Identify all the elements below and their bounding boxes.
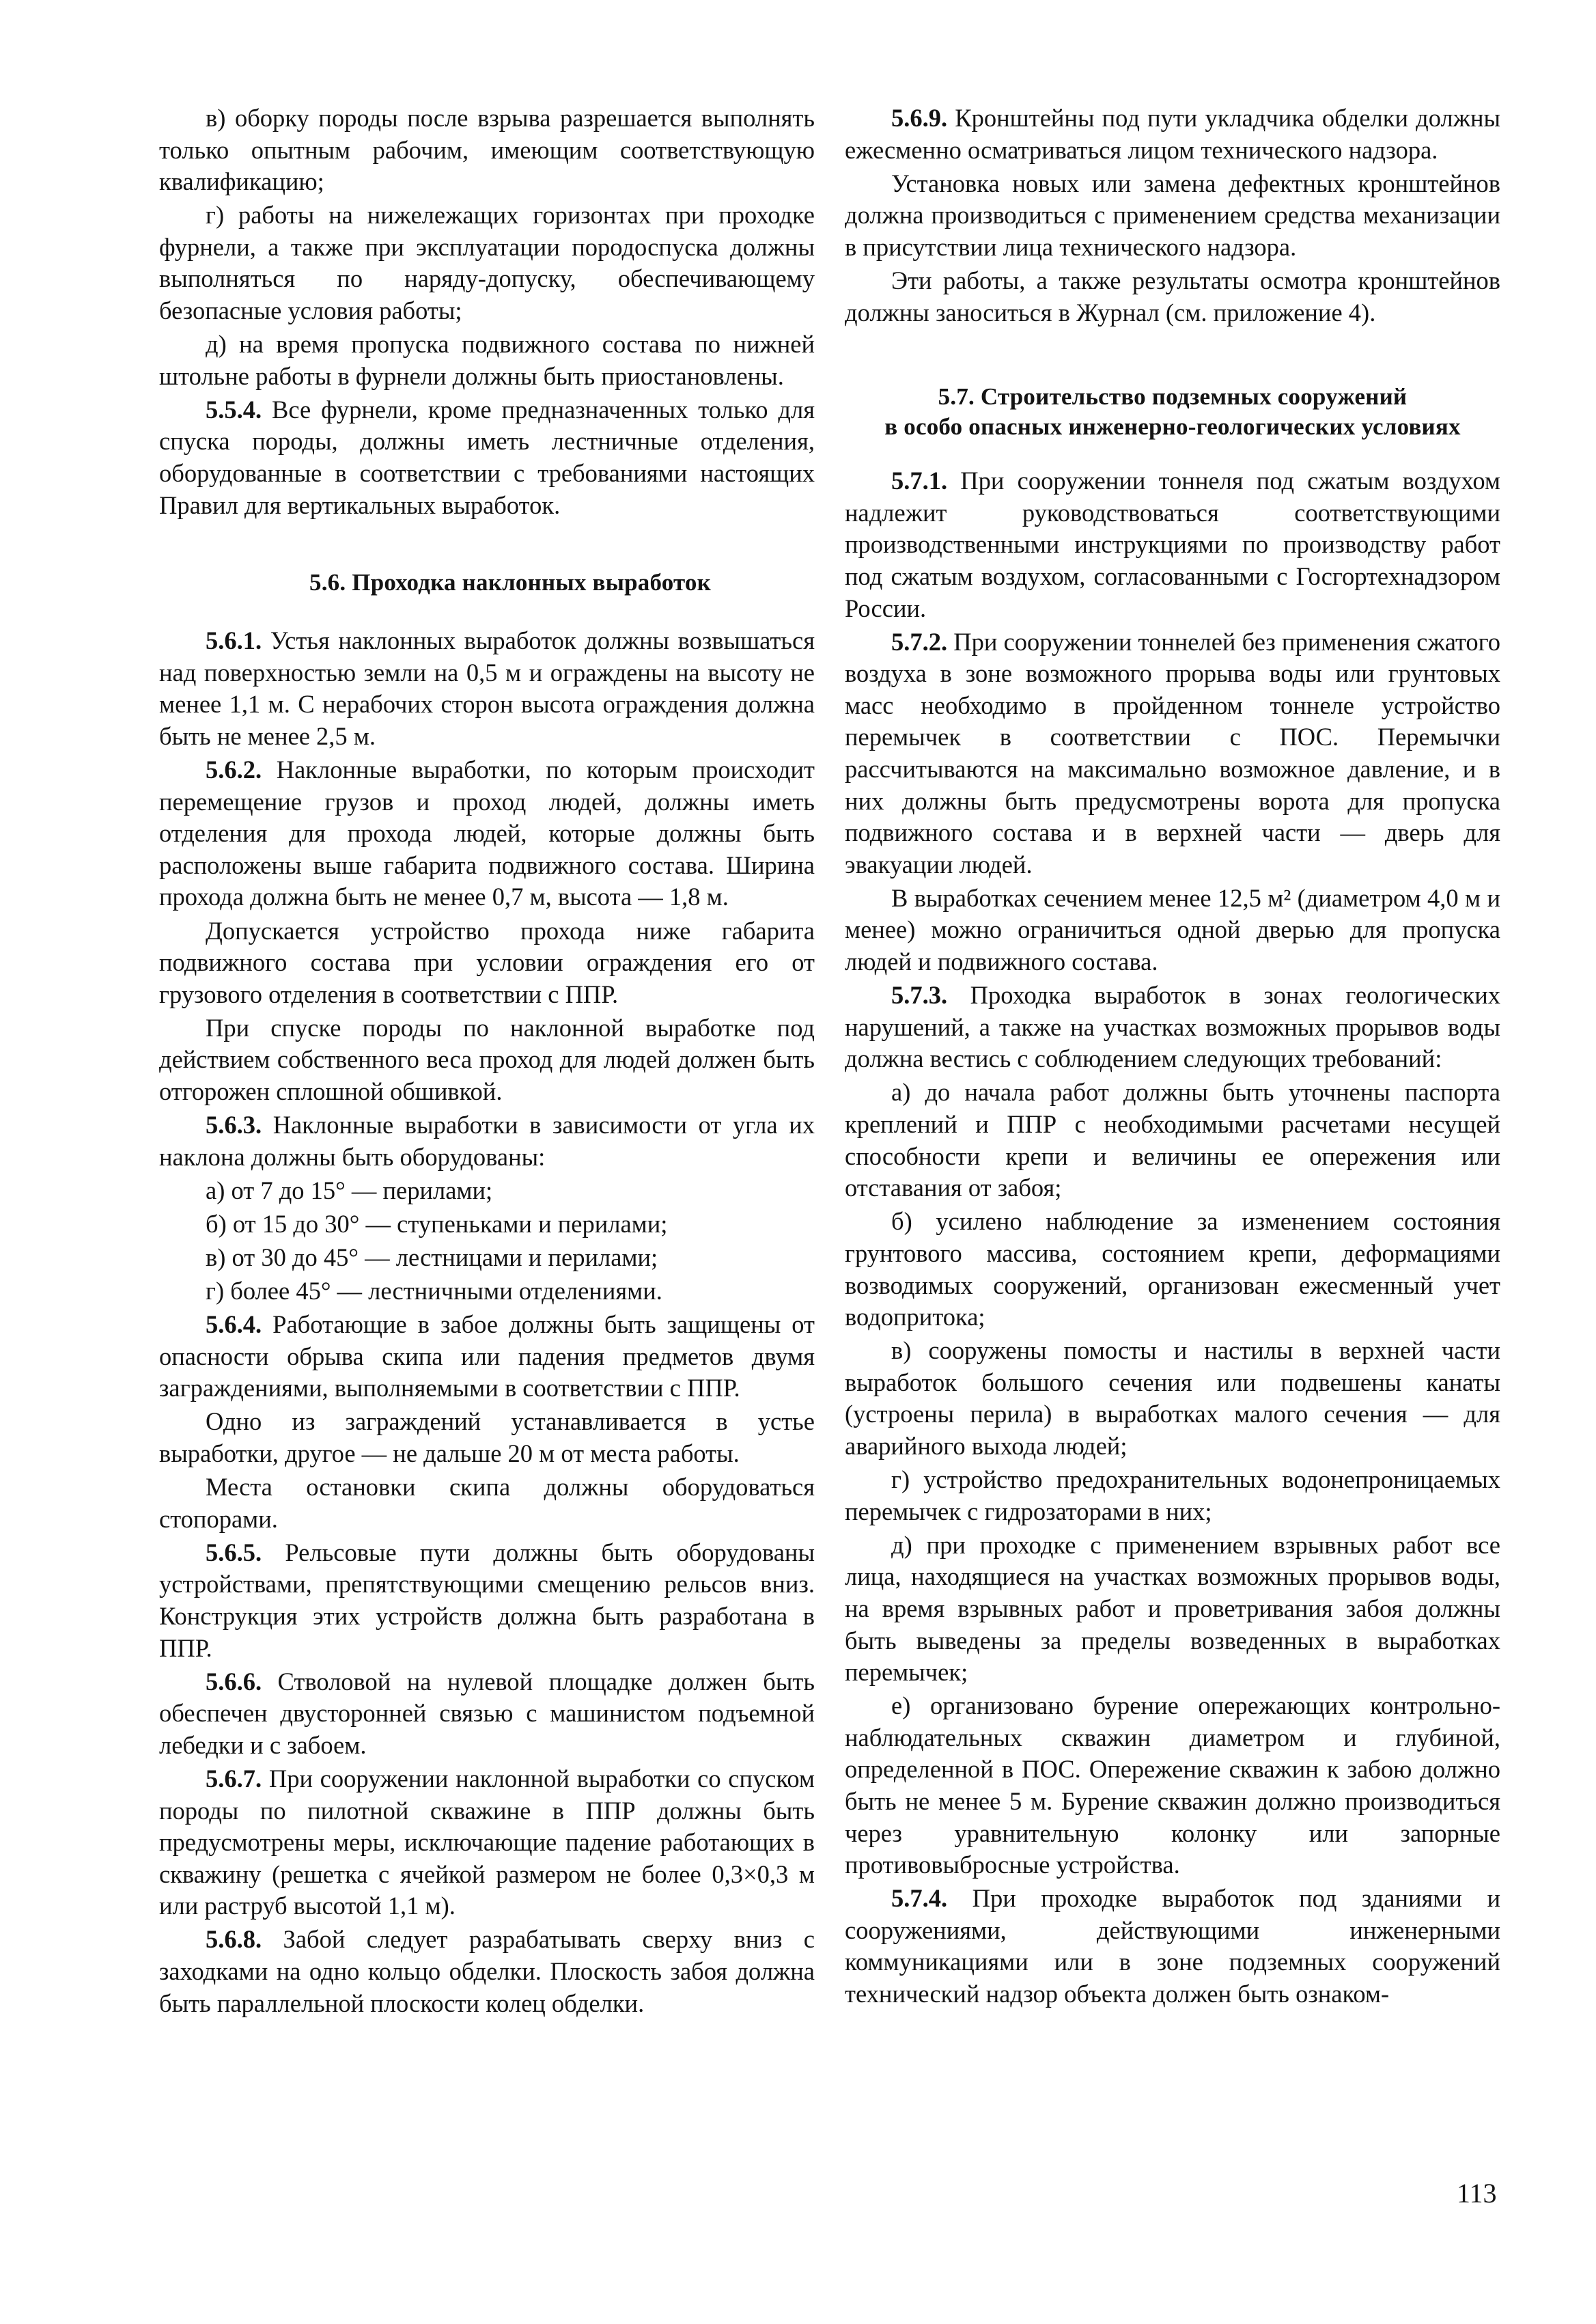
paragraph <box>159 1537 815 1664</box>
paragraph <box>159 1242 815 1274</box>
paragraph <box>845 168 1500 264</box>
paragraph-text: При сооружении тоннеля под сжатым воздухом надлежит руководствоваться соответствующими производственными инструкциями по производству работ под сжатым воздухом, согласованными с Госгортехнадзором России. <box>845 467 1500 622</box>
paragraph <box>845 1464 1500 1527</box>
paragraph <box>845 1206 1500 1333</box>
clause-number: 5.6.6. <box>206 1667 262 1696</box>
paragraph <box>159 1471 815 1535</box>
clause-number: 5.5.4. <box>206 395 262 424</box>
paragraph <box>845 626 1500 881</box>
paragraph <box>159 1275 815 1308</box>
paragraph <box>159 1309 815 1405</box>
paragraph <box>159 1924 815 2019</box>
paragraph <box>845 265 1500 329</box>
paragraph-text: а) до начала работ должны быть уточнены паспорта креплений и ППР с необходимыми расчетами несущей способности крепи и величины ее опережения или отставания от забоя; <box>845 1078 1500 1202</box>
left-column <box>159 102 815 2021</box>
paragraph-text: а) от 7 до 15° — перилами; <box>206 1176 493 1204</box>
paragraph-text: Одно из заграждений устанавливается в устье выработки, другое — не дальше 20 м от места работы. <box>159 1407 815 1468</box>
paragraph-text: Места остановки скипа должны оборудоваться стопорами. <box>159 1473 815 1533</box>
paragraph-text: Кронштейны под пути укладчика обделки должны ежесменно осматриваться лицом технического надзора. <box>845 104 1500 164</box>
paragraph-text: е) организовано бурение опережающих контрольно-наблюдательных скважин диаметром и глубиной, определенной в ПОС. Опережение скважин к забою должно быть не менее 5 м. Бурение скважин должно производиться через уравнительную колонку или запорные противовыбросные устройства. <box>845 1691 1500 1879</box>
paragraph <box>159 1175 815 1207</box>
paragraph <box>845 1883 1500 2010</box>
clause-number: 5.6.2. <box>206 756 262 784</box>
paragraph-text: Установка новых или замена дефектных кронштейнов должна производиться с применением средства механизации в присутствии лица технического надзора. <box>845 169 1500 261</box>
section-heading-5-7 <box>845 382 1500 442</box>
paragraph-text: Забой следует разрабатывать сверху вниз с заходками на одно кольцо обделки. Плоскость забоя должна быть параллельной плоскости колец обделки. <box>159 1925 815 2017</box>
clause-number: 5.6.7. <box>206 1765 262 1793</box>
paragraph <box>159 394 815 521</box>
paragraph <box>159 915 815 1011</box>
paragraph <box>159 1406 815 1469</box>
paragraph-text: б) усилено наблюдение за изменением состояния грунтового массива, состоянием крепи, деформациями возводимых сооружений, организован ежесменный учет водопритока; <box>845 1207 1500 1331</box>
clause-number: 5.6.3. <box>206 1111 262 1139</box>
paragraph-text: При сооружении тоннелей без применения сжатого воздуха в зоне возможного прорыва воды или грунтовых масс необходимо в пройденном тоннеле устройство перемычек в соответствии с ПОС. Перемычки рассчитываются на максимально возможное давление, и в них должны быть предусмотрены ворота для пропуска подвижного состава и в верхней части — дверь для эвакуации людей. <box>845 627 1500 879</box>
paragraph <box>159 329 815 392</box>
paragraph <box>845 883 1500 978</box>
paragraph-text: При сооружении наклонной выработки со спуском породы по пилотной скважине в ППР должны быть предусмотрены меры, исключающие падение работающих в скважину (решетка с ячейкой размером не более 0,3×0,3 м или раструб высотой 1,1 м). <box>159 1765 815 1920</box>
paragraph-text: в) сооружены помосты и настилы в верхней части выработок большого сечения или подвешены канаты (устроены перила) в выработках малого сечения — для аварийного выхода людей; <box>845 1336 1500 1460</box>
paragraph-text: б) от 15 до 30° — ступеньками и перилами; <box>206 1209 668 1238</box>
paragraph-text: д) на время пропуска подвижного состава по нижней штольне работы в фурнели должны быть приостановлены. <box>159 330 815 390</box>
paragraph-text: г) работы на нижележащих горизонтах при проходке фурнели, а также при эксплуатации породоспуска должны выполняться по наряду-допуску, обеспечивающему безопасные условия работы; <box>159 201 815 325</box>
right-blocks-after <box>845 465 1500 2010</box>
clause-number: 5.6.8. <box>206 1925 262 1954</box>
paragraph-text: Допускается устройство прохода ниже габарита подвижного состава при условии ограждения его от грузового отделения в соответствии с ППР. <box>159 916 815 1008</box>
clause-number: 5.7.2. <box>891 627 948 656</box>
paragraph <box>845 1077 1500 1204</box>
paragraph-text: Рельсовые пути должны быть оборудованы устройствами, препятствующими смещению рельсов вниз. Конструкция этих устройств должна быть разработана в ППР. <box>159 1538 815 1662</box>
clause-number: 5.6.4. <box>206 1310 262 1339</box>
paragraph-text: в) оборку породы после взрыва разрешается выполнять только опытным рабочим, имеющим соответствующую квалификацию; <box>159 104 815 196</box>
section-heading-5-7-line-1: 5.7. Строительство подземных сооружений <box>938 383 1408 411</box>
paragraph <box>845 980 1500 1075</box>
right-blocks-before <box>845 102 1500 329</box>
paragraph-text: При спуске породы по наклонной выработке под действием собственного веса проход для людей должен быть отгорожен сплошной обшивкой. <box>159 1013 815 1106</box>
clause-number: 5.7.4. <box>891 1884 948 1913</box>
paragraph-text: г) более 45° — лестничными отделениями. <box>206 1277 662 1305</box>
paragraph <box>845 102 1500 166</box>
section-heading-5-7-line-2: в особо опасных инженерно-геологических условиях <box>884 413 1461 441</box>
paragraph-text: Работающие в забое должны быть защищены от опасности обрыва скипа или падения предметов двумя заграждениями, выполняемыми в соответствии с ППР. <box>159 1310 815 1402</box>
clause-number: 5.7.1. <box>891 467 948 495</box>
paragraph-text: Устья наклонных выработок должны возвышаться над поверхностью земли на 0,5 м и ограждены на высоту не менее 1,1 м. С нерабочих сторон высота ограждения должна быть не менее 2,5 м. <box>159 626 815 750</box>
paragraph <box>845 1335 1500 1462</box>
paragraph <box>159 625 815 752</box>
clause-number: 5.6.9. <box>891 104 948 132</box>
paragraph-text: г) устройство предохранительных водонепроницаемых перемычек с гидрозаторами в них; <box>845 1465 1500 1525</box>
paragraph-text: Стволовой на нулевой площадке должен быть обеспечен двусторонней связью с машинистом подъемной лебедки и с забоем. <box>159 1667 815 1759</box>
section-heading-5-6: 5.6. Проходка наклонных выработок <box>309 569 711 596</box>
paragraph-text: д) при проходке с применением взрывных работ все лица, находящиеся на участках возможных прорывов воды, на время взрывных работ и проветривания забоя должны быть выведены за пределы возведенных в выработках перемычек; <box>845 1530 1500 1687</box>
paragraph <box>159 754 815 913</box>
left-blocks-after <box>159 625 815 2019</box>
clause-number: 5.6.1. <box>206 626 262 655</box>
paragraph <box>845 1690 1500 1881</box>
paragraph <box>159 1763 815 1922</box>
paragraph-text: В выработках сечением менее 12,5 м² (диаметром 4,0 м и менее) можно ограничиться одной дверью для пропуска людей и подвижного состава. <box>845 883 1500 976</box>
paragraph-text: Проходка выработок в зонах геологических нарушений, а также на участках возможных прорывов воды должна вестись с соблюдением следующих требований: <box>845 981 1500 1073</box>
paragraph <box>159 1109 815 1173</box>
paragraph-text: Наклонные выработки, по которым происходит перемещение грузов и проход людей, должны иметь отделения для прохода людей, которые должны быть расположены выше габарита подвижного состава. Ширина прохода должна быть не менее 0,7 м, высота — 1,8 м. <box>159 756 815 911</box>
paragraph <box>159 102 815 198</box>
clause-number: 5.6.5. <box>206 1538 262 1566</box>
page-number: 113 <box>1457 2178 1497 2209</box>
paragraph <box>159 1666 815 1762</box>
right-column <box>845 102 1500 2012</box>
paragraph <box>845 1530 1500 1689</box>
left-blocks-before <box>159 102 815 521</box>
paragraph-text: Наклонные выработки в зависимости от угла их наклона должны быть оборудованы: <box>159 1111 815 1171</box>
paragraph-text: При проходке выработок под зданиями и сооружениями, действующими инженерными коммуникациями или в зоне подземных сооружений технический надзор объекта должен быть ознаком- <box>845 1884 1500 2008</box>
paragraph-text: в) от 30 до 45° — лестницами и перилами; <box>206 1243 658 1271</box>
paragraph <box>159 1208 815 1241</box>
paragraph-text: Все фурнели, кроме предназначенных только для спуска породы, должны иметь лестничные отделения, оборудованные в соответствии с требованиями настоящих Правил для вертикальных выработок. <box>159 395 815 519</box>
paragraph <box>845 465 1500 624</box>
paragraph <box>159 199 815 327</box>
paragraph <box>159 1012 815 1108</box>
paragraph-text: Эти работы, а также результаты осмотра кронштейнов должны заноситься в Журнал (см. приложение 4). <box>845 266 1500 327</box>
clause-number: 5.7.3. <box>891 981 948 1010</box>
